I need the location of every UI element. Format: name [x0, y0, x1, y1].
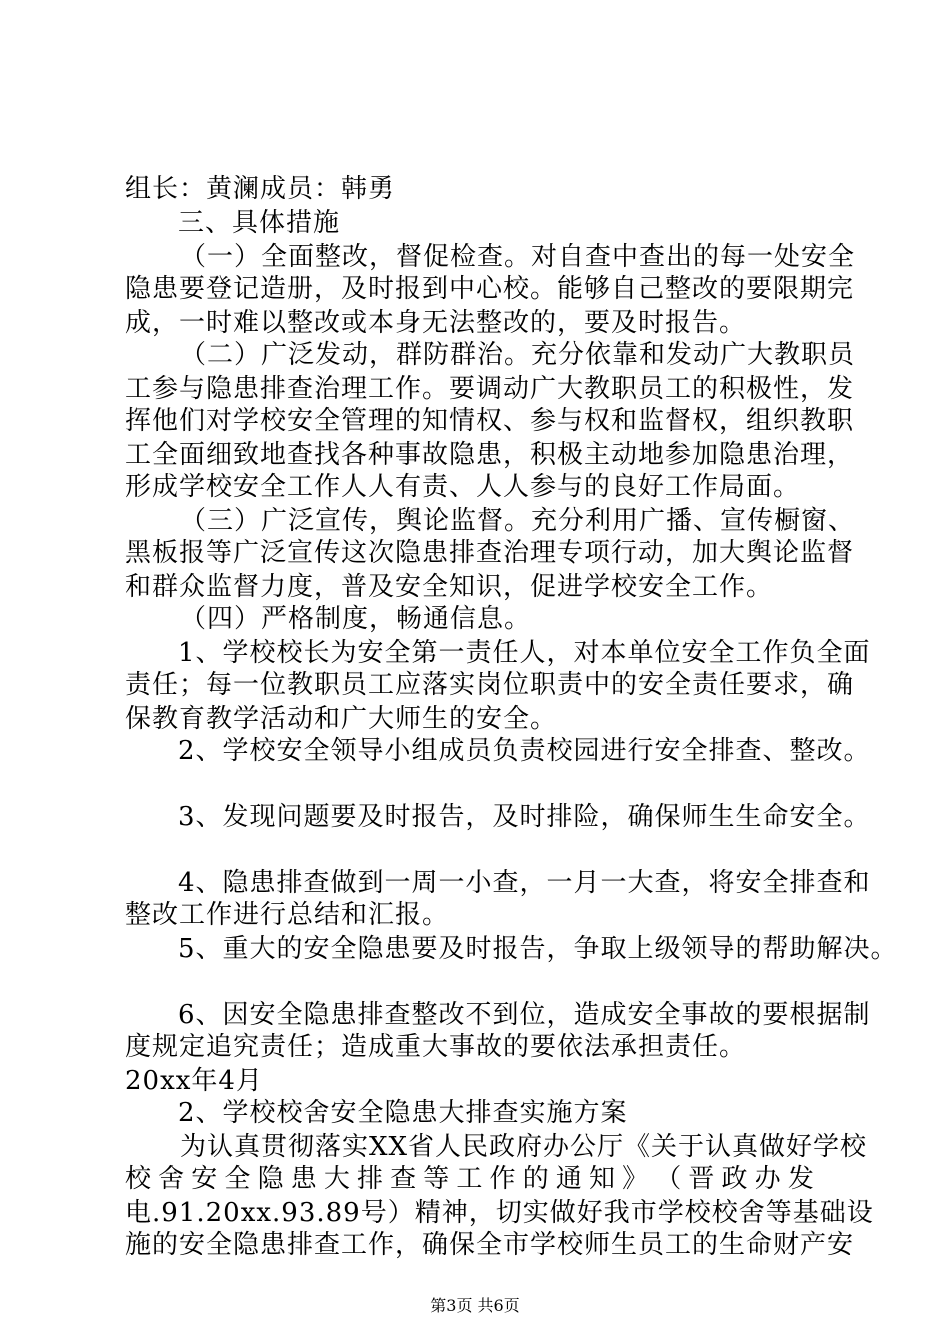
text-line: （三）广泛宣传，舆论监督。充分利用广播、宣传橱窗、	[180, 506, 856, 536]
text-line-justified	[125, 1164, 815, 1194]
section-heading: 三、具体措施	[178, 208, 341, 238]
text-line: 工全面细致地查找各种事故隐患，积极主动地参加隐患治理，	[125, 440, 855, 470]
text-line: 6、因安全隐患排查整改不到位，造成安全事故的要根据制	[178, 1000, 871, 1030]
justified-char: 工	[456, 1164, 484, 1194]
justified-char: 查	[390, 1164, 418, 1194]
text-line: （四）严格制度，畅通信息。	[180, 604, 532, 634]
justified-char: 大	[323, 1164, 351, 1194]
justified-char: 通	[555, 1164, 583, 1194]
text-line: 5、重大的安全隐患要及时报告，争取上级领导的帮助解决。	[178, 934, 898, 964]
justified-char: 的	[522, 1164, 550, 1194]
text-line: 3、发现问题要及时报告，及时排险，确保师生生命安全。	[178, 802, 871, 832]
date-line: 20xx年4月	[125, 1066, 263, 1096]
text-line: 黑板报等广泛宣传这次隐患排查治理专项行动，加大舆论监督	[125, 538, 855, 568]
text-line: 1、学校校长为安全第一责任人，对本单位安全工作负全面	[178, 638, 871, 668]
text-line: 形成学校安全工作人人有责、人人参与的良好工作局面。	[125, 472, 801, 502]
text-line: 成，一时难以整改或本身无法整改的，要及时报告。	[125, 308, 747, 338]
justified-char: 作	[489, 1164, 517, 1194]
justified-char: 等	[423, 1164, 451, 1194]
text-line: 施的安全隐患排查工作，确保全市学校师生员工的生命财产安	[125, 1230, 855, 1260]
text-line: 和群众监督力度，普及安全知识，促进学校安全工作。	[125, 572, 774, 602]
text-line: （一）全面整改，督促检查。对自查中查出的每一处安全	[180, 242, 856, 272]
justified-char: 全	[224, 1164, 252, 1194]
text-line: 工参与隐患排查治理工作。要调动广大教职员工的积极性，发	[125, 374, 855, 404]
justified-char: 办	[754, 1164, 782, 1194]
text-line: 为认真贯彻落实XX省人民政府办公厅《关于认真做好学校	[180, 1132, 868, 1162]
text-line: 度规定追究责任；造成重大事故的要依法承担责任。	[125, 1032, 747, 1062]
text-line: 挥他们对学校安全管理的知情权、参与权和监督权，组织教职	[125, 406, 855, 436]
text-line: （二）广泛发动，群防群治。充分依靠和发动广大教职员	[180, 340, 856, 370]
justified-char: （	[655, 1164, 683, 1194]
page-footer: 第3页 共6页	[430, 1296, 520, 1315]
section-heading: 2、学校校舍安全隐患大排查实施方案	[178, 1098, 628, 1128]
text-line: 保教育教学活动和广大师生的安全。	[125, 704, 558, 734]
text-line: 电.91.20xx.93.89号）精神，切实做好我市学校校舍等基础设	[125, 1198, 874, 1228]
text-line: 2、学校安全领导小组成员负责校园进行安全排查、整改。	[178, 736, 871, 766]
justified-char: 政	[721, 1164, 749, 1194]
justified-char: 晋	[688, 1164, 716, 1194]
justified-char: 校	[125, 1164, 153, 1194]
text-line: 4、隐患排查做到一周一小查，一月一大查，将安全排查和	[178, 868, 871, 898]
text-line: 责任；每一位教职员工应落实岗位职责中的安全责任要求，确	[125, 670, 855, 700]
justified-char: 隐	[257, 1164, 285, 1194]
justified-char: 安	[191, 1164, 219, 1194]
justified-char: 舍	[158, 1164, 186, 1194]
justified-char: 排	[356, 1164, 384, 1194]
justified-char: 知	[588, 1164, 616, 1194]
justified-char: 患	[290, 1164, 318, 1194]
justified-char: 》	[622, 1164, 650, 1194]
text-line: 组长：黄澜成员：韩勇	[125, 174, 396, 204]
text-line: 隐患要登记造册，及时报到中心校。能够自己整改的要限期完	[125, 274, 855, 304]
text-line: 整改工作进行总结和汇报。	[125, 900, 450, 930]
justified-char: 发	[787, 1164, 815, 1194]
